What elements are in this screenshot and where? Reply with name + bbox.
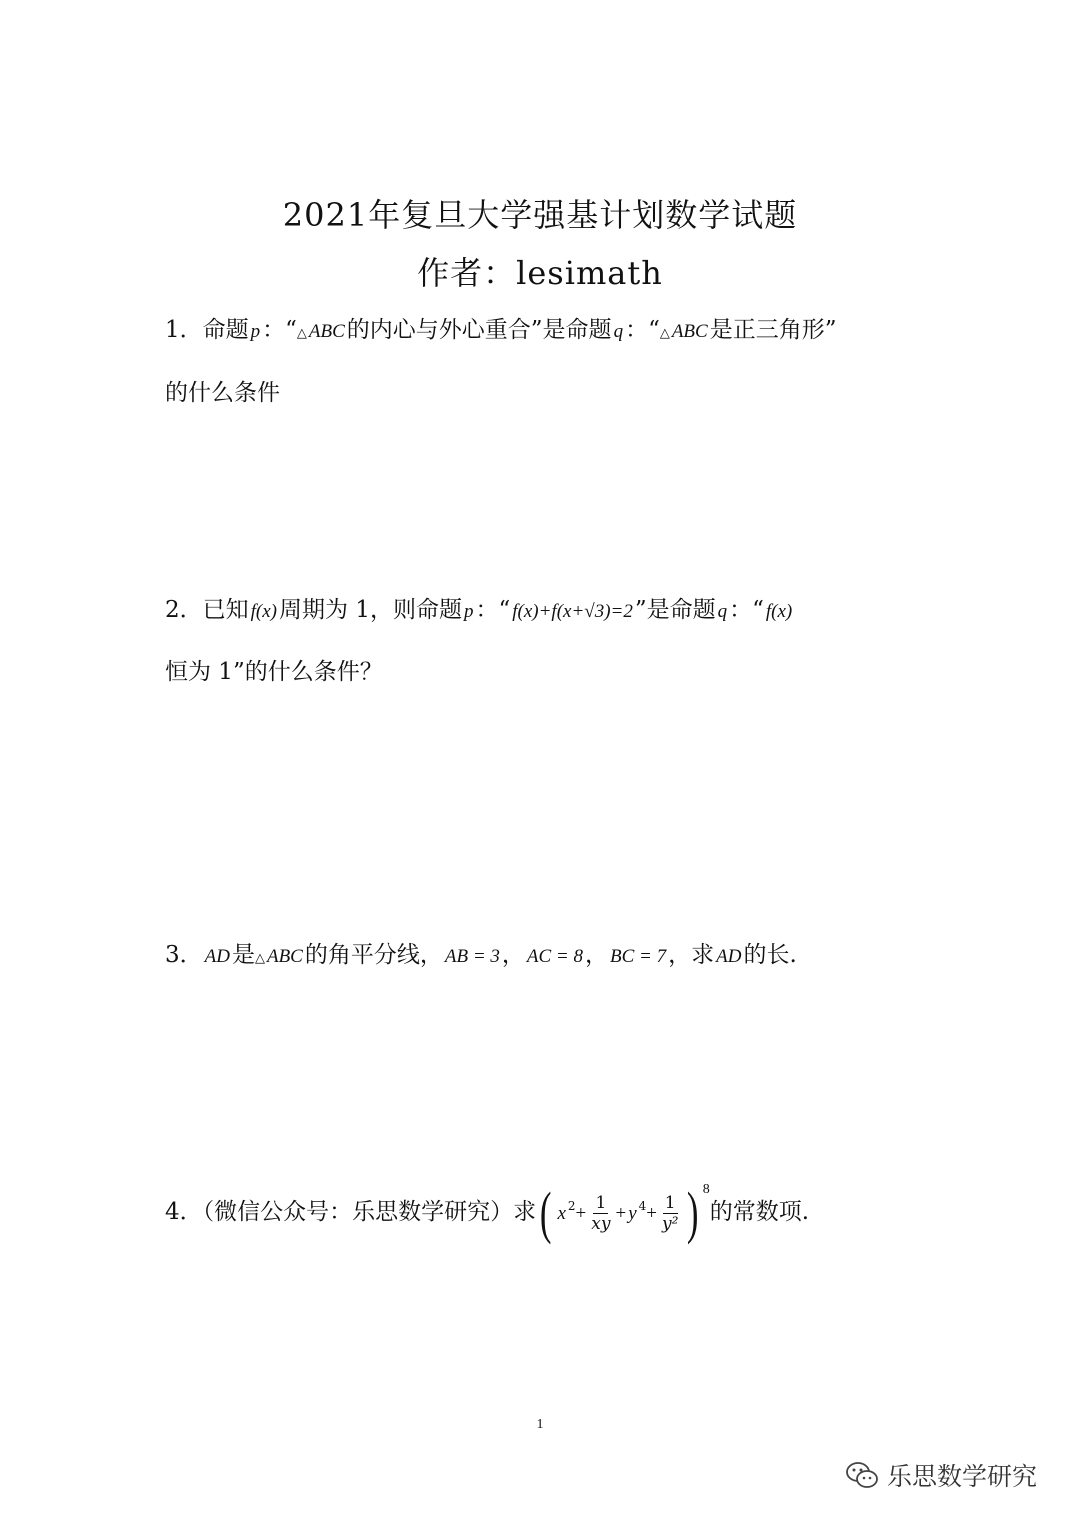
question-1-line-1: 1．命题 p：“△ ABC的内心与外心重合”是命题 q：“△ ABC是正三角形” bbox=[165, 317, 837, 343]
question-4: 4．（微信公众号：乐思数学研究）求( x $^2$+ $\frac{1}{xy}$ + y $^4$+ $\frac{1}{\text{y²}}$ ) $^8$的常数项. bbox=[165, 1180, 810, 1245]
question-3: 3． AD是△ ABC的角平分线， AB = 3， AC = 8， BC = 7，求 AD的长. bbox=[165, 942, 797, 968]
question-1 bbox=[165, 300, 955, 423]
question-number: 2． bbox=[165, 597, 203, 623]
question-2-line-1: 2．已知 f(x)周期为 1，则命题 p：“ f(x)+f(x+√3)=2”是命题 q：“ f(x) bbox=[165, 597, 793, 623]
question-1-line-2: 的什么条件 bbox=[165, 380, 280, 406]
left-paren: ( bbox=[540, 1180, 552, 1245]
page-number: 1 bbox=[536, 1417, 544, 1432]
watermark bbox=[845, 1455, 1037, 1495]
document-title: 2021年复旦大学强基计划数学试题 bbox=[282, 196, 798, 234]
wechat-icon bbox=[845, 1460, 879, 1490]
math-var: p bbox=[250, 321, 261, 342]
exponent: 8 bbox=[702, 1182, 710, 1197]
watermark-text: 乐思数学研究 bbox=[887, 1462, 1038, 1491]
question-number: 3． bbox=[165, 942, 203, 968]
fraction: $\frac{1}{\text{y²}}$ bbox=[661, 1192, 679, 1234]
document-author: 作者：lesimath bbox=[417, 254, 663, 292]
math-expression: f(x)+f(x+√3)=2 bbox=[512, 601, 633, 622]
question-number: 4． bbox=[165, 1199, 203, 1225]
question-2 bbox=[165, 580, 955, 702]
fraction: $\frac{1}{xy}$ bbox=[591, 1192, 611, 1234]
question-2-line-2: 恒为 1”的什么条件？ bbox=[165, 659, 383, 685]
right-paren: ) bbox=[687, 1180, 699, 1245]
question-number: 1． bbox=[165, 317, 203, 343]
